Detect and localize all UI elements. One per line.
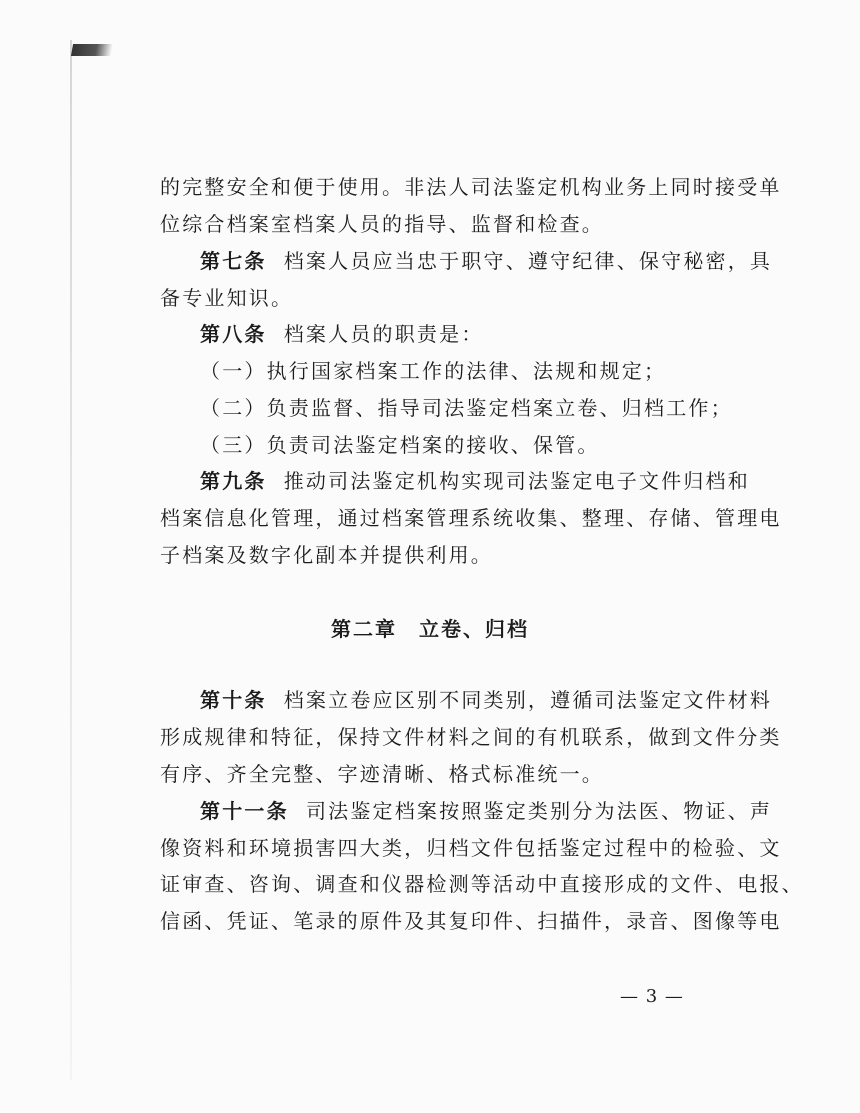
line-text: （二）负责监督、指导司法鉴定档案立卷、归档工作；: [200, 396, 733, 420]
text-line: [160, 760, 700, 788]
text-line: [160, 834, 782, 862]
text-line: [160, 541, 700, 569]
article-7: [200, 247, 773, 275]
article-11: [200, 797, 773, 825]
line-text: 推动司法鉴定机构实现司法鉴定电子文件归档和: [283, 469, 750, 493]
scan-corner-mark: [71, 44, 113, 56]
article-9: [200, 467, 750, 495]
line-text: 的完整安全和便于使用。非法人司法鉴定机构业务上同时接受单: [160, 175, 782, 199]
text-line: [160, 907, 782, 935]
page-number: — 3 —: [620, 986, 684, 1007]
list-item: [200, 357, 700, 385]
article-number: 第八条: [200, 322, 267, 346]
text-line: [160, 723, 782, 751]
line-text: 子档案及数字化副本并提供利用。: [160, 543, 493, 567]
article-number: 第十条: [200, 688, 267, 712]
line-text: 司法鉴定档案按照鉴定类别分为法医、物证、声: [305, 799, 773, 823]
article-number: 第十一条: [200, 799, 289, 823]
line-text: 档案立卷应区别不同类别，遵循司法鉴定文件材料: [283, 688, 773, 712]
line-text: 档案人员的职责是：: [283, 322, 484, 346]
article-number: 第九条: [200, 469, 267, 493]
chapter-title: 立卷、归档: [419, 617, 529, 641]
article-number: 第七条: [200, 249, 267, 273]
text-line: [160, 504, 782, 532]
line-text: 位综合档案室档案人员的指导、监督和检查。: [160, 212, 604, 236]
line-text: 档案信息化管理，通过档案管理系统收集、整理、存储、管理电: [160, 506, 782, 530]
line-text: 有序、齐全完整、字迹清晰、格式标准统一。: [160, 762, 604, 786]
article-10: [200, 686, 773, 714]
text-line: [160, 870, 804, 898]
list-item: [200, 394, 733, 422]
article-8: [200, 320, 700, 348]
line-text: 备专业知识。: [160, 286, 294, 310]
line-text: 信函、凭证、笔录的原件及其复印件、扫描件，录音、图像等电: [160, 909, 782, 933]
scan-edge-shadow: [70, 40, 72, 1080]
line-text: （三）负责司法鉴定档案的接收、保管。: [200, 433, 600, 457]
text-line: [160, 210, 700, 238]
line-text: 像资料和环境损害四大类，归档文件包括鉴定过程中的检验、文: [160, 836, 782, 860]
line-text: 形成规律和特征，保持文件材料之间的有机联系，做到文件分类: [160, 725, 782, 749]
text-line: [160, 173, 782, 201]
list-item: [200, 431, 700, 459]
line-text: 证审查、咨询、调查和仪器检测等活动中直接形成的文件、电报、: [160, 872, 804, 896]
line-text: （一）执行国家档案工作的法律、法规和规定；: [200, 359, 667, 383]
line-text: 档案人员应当忠于职守、遵守纪律、保守秘密，具: [283, 249, 773, 273]
text-line: [160, 284, 700, 312]
chapter-number: 第二章: [331, 617, 397, 641]
chapter-heading: [0, 615, 860, 643]
